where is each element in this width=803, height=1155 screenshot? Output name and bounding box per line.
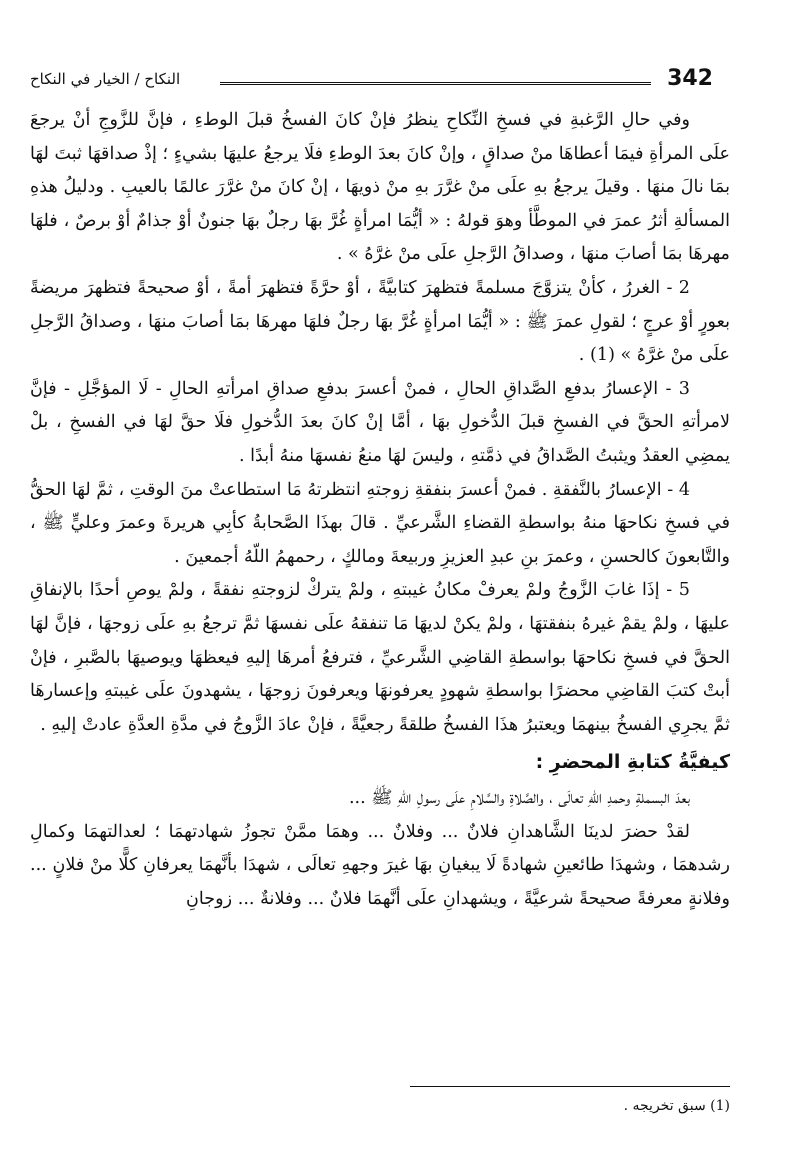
header-title: النكاح / الخيار في النكاح [30, 70, 181, 88]
header-rule [220, 82, 651, 87]
running-header [30, 62, 713, 102]
section-paragraph-opening: بعدَ البسملةِ وحمدِ اللّهِ تعالَى ، والصَّلاةِ والسَّلامِ علَى رسولِ اللّهِ ﷺ ... [348, 788, 690, 809]
page-number: 342 [667, 66, 713, 91]
body-paragraph-5: 5 - إذَا غابَ الزَّوجُ ولمْ يعرفْ مكانُ غيبتهِ ، ولمْ يتركْ لزوجتهِ نفقةً ، ولمْ يوصِ أحدًا بالإنفاقِ عليهَا ، ولمْ يقمْ غيرهُ بنفقتهَا ، ولمْ يكنْ لديهَا مَا تنفقهُ علَى نفسهَا ثمَّ ترجعُ بهِ علَى زوجهَا ، فإنَّ لهَا الحقَّ في فسخِ نكاحهَا بواسطةِ القاضِي الشَّرعيِّ ، فترفعُ أمرهَا إليهِ فيعظهَا ويوصيهَا بالصَّبرِ ، فإنْ أبتْ كتبَ القاضِي محضرًا بواسطةِ شهودٍ يعرفونهَا ويعرفونَ زوجهَا ، يشهدونَ علَى غيبتهِ وإعسارهَا ثمَّ يجرِي الفسخُ بينهمَا ويعتبرُ هذَا الفسخُ طلقةً رجعيَّةً ، فإنْ عادَ الزَّوجُ في مدَّةِ العدَّةِ عادتْ إليهِ . [30, 580, 730, 735]
body-paragraph-2: 2 - الغررُ ، كأنْ يتزوَّجَ مسلمةً فتظهرَ كتابيَّةً ، أوْ حرَّةً فتظهرَ أمةً ، أوْ صحيحةً فتظهرَ مريضةً بعورٍ أوْ عرجٍ ؛ لقولِ عمرَ ﷺ : « أيُّمَا امرأةٍ غُرَّ بهَا رجلٌ فلهَا مهرهَا بمَا أصابَ منهَا ، وصداقُ الرَّجلِ علَى منْ غرَّهُ » (1) . [30, 277, 730, 366]
footnote-rule [410, 1086, 730, 1087]
section-paragraph-record: لقدْ حضرَ لدينَا الشَّاهدانِ فلانٌ ... وفلانٌ ... وهمَا ممَّنْ تجوزُ شهادتهمَا ؛ لعدالتهمَا وكمالِ رشدهمَا ، وشهدَا طائعينِ شهادةً لَا يبغيانِ بهَا غيرَ وجههِ تعالَى ، شهدَا بأنَّهمَا يعرفانِ كلًّا منْ فلانٍ ... وفلانةٍ معرفةً صحيحةً شرعيَّةً ، ويشهدانِ علَى أنَّهمَا فلانٌ ... وفلانةٌ ... زوجانِ [30, 821, 730, 910]
body-paragraph-intro: وفي حالِ الرَّغبةِ في فسخِ النِّكاحِ ينظرُ فإنْ كانَ الفسخُ قبلَ الوطءِ ، فإنَّ للزَّوجِ أنْ يرجعَ علَى المرأةِ فيمَا أعطاهَا منْ صداقٍ ، وإنْ كانَ بعدَ الوطءِ فلَا يرجعُ عليهَا بشيءٍ ؛ إذْ صداقهَا ثبتَ لهَا بمَا نالَ منهَا . وقيلَ يرجعُ بهِ علَى منْ غرَّرَ بهِ منْ ذويهَا ، إنْ كانَ منْ غرَّرَ عالمًا بالعيبِ . ودليلُ هذهِ المسألةِ أثرُ عمرَ في الموطَّأ وهوَ قولهُ : « أيُّمَا امرأةٍ غُرَّ بهَا رجلٌ بهَا جنونٌ أوْ جذامٌ أوْ برصٌ ، فلهَا مهرهَا بمَا أصابَ منهَا ، وصداقُ الرَّجلِ علَى منْ غرَّهُ » . [30, 110, 730, 265]
section-heading: كيفيَّةُ كتابةِ المحضرِ : [535, 751, 730, 774]
footnote: (1) سبق تخريجه . [623, 1098, 730, 1114]
body-paragraph-4: 4 - الإعسارُ بالنَّفقةِ . فمنْ أعسرَ بنفقةِ زوجتهِ انتظرتهُ مَا استطاعتْ منَ الوقتِ ، ثمَّ لهَا الحقُّ في فسخِ نكاحهَا منهُ بواسطةِ القضاءِ الشَّرعيِّ . قالَ بهذَا الصَّحابةُ كأبِي هريرةَ وعمرَ وعليٍّ ﷺ ، والتَّابعونَ كالحسنِ ، وعمرَ بنِ عبدِ العزيزِ وربيعةَ ومالكٍ ، رحمهمُ اللّهُ أجمعينَ . [30, 479, 730, 567]
body-paragraph-3: 3 - الإعسارُ بدفعِ الصَّداقِ الحالِ ، فمنْ أعسرَ بدفعِ صداقِ امرأتهِ الحالِ - لَا المؤجَّلِ - فإنَّ لامرأتهِ الحقَّ في الفسخِ قبلَ الدُّخولِ بهَا ، أمَّا إنْ كانَ بعدَ الدُّخولِ فلَا حقَّ لهَا في الفسخِ ، بلْ يمضِي العقدُ ويثبتُ الصَّداقُ في ذمَّتهِ ، وليسَ لهَا منعُ نفسهَا منهُ أبدًا . [30, 378, 730, 466]
page-body [30, 104, 730, 917]
